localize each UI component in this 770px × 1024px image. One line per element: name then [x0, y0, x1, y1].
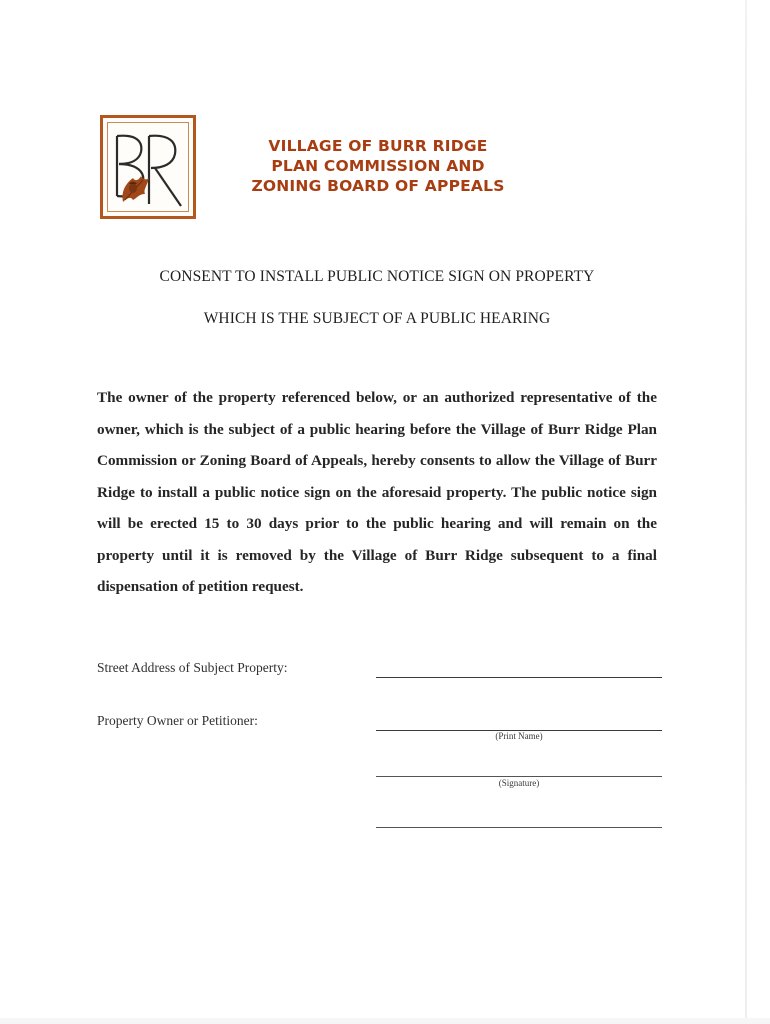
document-title-line-1: CONSENT TO INSTALL PUBLIC NOTICE SIGN ON PROPERTY [159, 268, 595, 285]
document-title-line-2: WHICH IS THE SUBJECT OF A PUBLIC HEARING [203, 310, 551, 327]
organization-title [248, 136, 508, 196]
page-edge [745, 0, 747, 1024]
page-edge-bottom [0, 1018, 770, 1024]
extra-line[interactable] [376, 827, 662, 828]
print-name-caption: (Print Name) [495, 731, 543, 741]
consent-paragraph: The owner of the property referenced below, or an authorized representative of the owner, which is the subject of a public hearing before the Village of Burr Ridge Plan Commission or Zoning Board of Appeals, hereby consents to allow the Village of Burr Ridge to install a public notice sign on the aforesaid property. The public notice sign will be erected 15 to 30 days prior to the public hearing and will remain on the property until it is removed by the Village of Burr Ridge subsequent to a final dispensation of petition request. [97, 389, 657, 595]
street-address-label: Street Address of Subject Property: [97, 660, 288, 675]
street-address-line[interactable] [376, 677, 662, 678]
org-title-line: PLAN COMMISSION AND [271, 157, 485, 175]
property-owner-label: Property Owner or Petitioner: [97, 713, 258, 728]
signature-caption: (Signature) [498, 778, 540, 788]
signature-line[interactable] [376, 776, 662, 777]
org-title-line: VILLAGE OF BURR RIDGE [268, 137, 488, 155]
org-title-line: ZONING BOARD OF APPEALS [251, 177, 505, 195]
br-monogram-icon [103, 118, 193, 216]
village-logo [100, 115, 196, 219]
